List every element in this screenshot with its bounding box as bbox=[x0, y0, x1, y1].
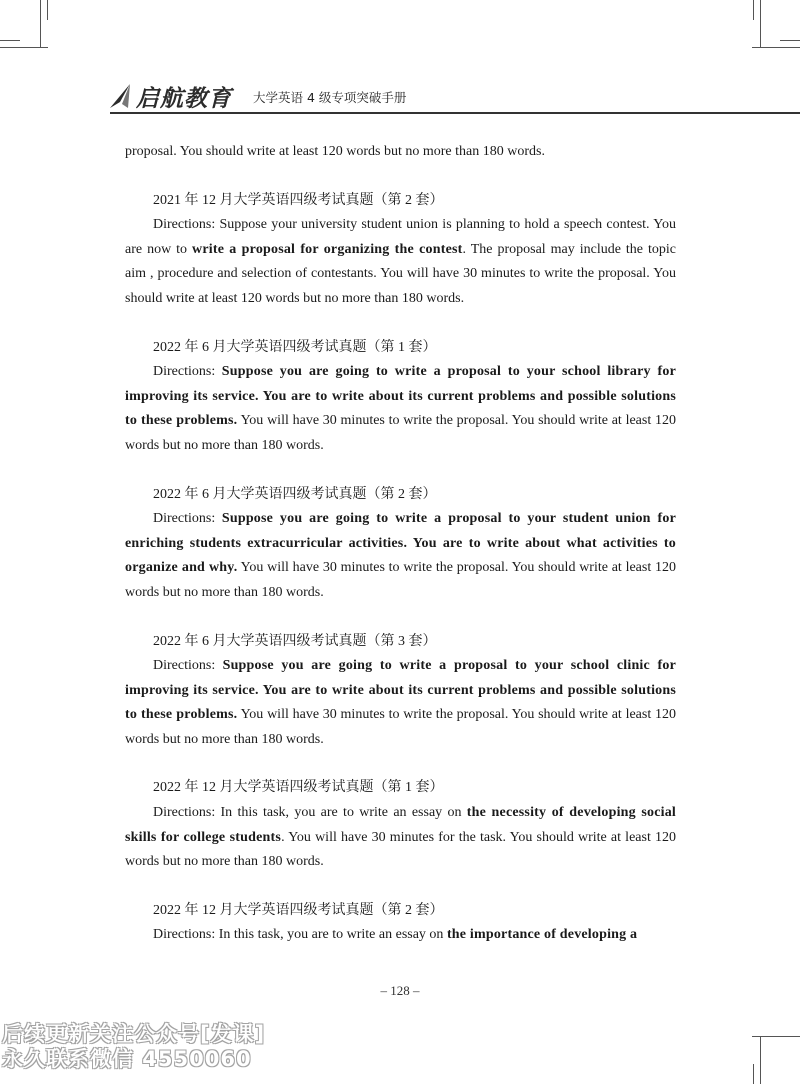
watermark-line-2: 永久联系微信 4550060 bbox=[2, 1047, 252, 1071]
crop-mark-bottom-right-h bbox=[752, 1036, 800, 1037]
exam-block-2022-06-set3 bbox=[125, 630, 676, 753]
directions-emphasis: Suppose you are going to write a proposal to your school library for improving its service. You are to write about its current problems and possible solutions to these problems. bbox=[125, 364, 676, 429]
directions-emphasis: Suppose you are going to write a proposal to your student union for enriching students extracurricular activities. You are to write about what activities to organize and why. bbox=[125, 511, 676, 576]
directions-emphasis: the necessity of developing social skills for college students bbox=[125, 805, 677, 845]
exam-title: 2022 年 6 月大学英语四级考试真题（第 1 套） bbox=[153, 339, 437, 355]
directions-emphasis: the importance of developing a bbox=[446, 927, 638, 943]
exam-block-2022-06-set1 bbox=[125, 336, 676, 459]
book-title: 大学英语 4 级专项突破手册 bbox=[253, 90, 407, 105]
crop-mark-top-right-h bbox=[752, 47, 800, 48]
crop-mark-top-left-h bbox=[0, 47, 48, 48]
page-content bbox=[125, 140, 676, 948]
directions-emphasis: write a proposal for organizing the contest bbox=[192, 241, 463, 257]
running-header bbox=[100, 78, 800, 118]
exam-title: 2022 年 12 月大学英语四级考试真题（第 2 套） bbox=[153, 902, 444, 918]
crop-mark-top-left-h2 bbox=[0, 40, 20, 41]
page-number: – 128 – bbox=[380, 983, 420, 998]
exam-block-2022-06-set2 bbox=[125, 483, 676, 606]
crop-mark-bottom-right-v2 bbox=[753, 1064, 754, 1084]
sail-logo-icon bbox=[106, 82, 132, 110]
exam-directions: Directions: In this task, you are to write an essay on the importance of developing a bbox=[153, 927, 638, 943]
exam-title: 2022 年 6 月大学英语四级考试真题（第 3 套） bbox=[153, 633, 437, 649]
crop-mark-bottom-right-v bbox=[760, 1036, 761, 1084]
exam-title: 2021 年 12 月大学英语四级考试真题（第 2 套） bbox=[153, 192, 444, 208]
crop-mark-top-right-h2 bbox=[780, 40, 800, 41]
crop-mark-top-left-v bbox=[40, 0, 41, 48]
paragraph-continuation: proposal. You should write at least 120 words but no more than 180 words. bbox=[125, 144, 545, 159]
exam-title: 2022 年 6 月大学英语四级考试真题（第 2 套） bbox=[153, 486, 437, 502]
crop-mark-top-left-v2 bbox=[47, 0, 48, 20]
exam-directions: Directions: Suppose you are going to write a proposal to your school clinic for improving its service. You are to write about its current problems and possible solutions to these problems. You will have 30 minutes to write the proposal. You should write at least 120 words but no more than 180 words. bbox=[125, 658, 676, 747]
exam-directions: Directions: Suppose you are going to write a proposal to your school library for improving its service. You are to write about its current problems and possible solutions to these problems. You will have 30 minutes to write the proposal. You should write at least 120 words but no more than 180 words. bbox=[125, 364, 676, 453]
exam-block-2021-12-set2 bbox=[125, 189, 676, 312]
crop-mark-top-right-v2 bbox=[753, 0, 754, 20]
directions-emphasis: Suppose you are going to write a proposal to your school clinic for improving its service. You are to write about its current problems and possible solutions to these problems. bbox=[125, 658, 676, 723]
exam-title: 2022 年 12 月大学英语四级考试真题（第 1 套） bbox=[153, 780, 444, 796]
exam-block-2022-12-set1 bbox=[125, 776, 676, 874]
exam-block-2022-12-set2 bbox=[125, 899, 676, 948]
watermark bbox=[2, 1022, 265, 1072]
exam-directions: Directions: Suppose your university student union is planning to hold a speech contest. You are now to write a proposal for organizing the contest. The proposal may include the topic aim , procedure and selection of contestants. You will have 30 minutes to write the proposal. You should write at least 120 words but no more than 180 words. bbox=[125, 217, 676, 306]
exam-directions: Directions: Suppose you are going to write a proposal to your student union for enriching students extracurricular activities. You are to write about what activities to organize and why. You will have 30 minutes to write the proposal. You should write at least 120 words but no more than 180 words. bbox=[125, 511, 676, 600]
header-divider bbox=[110, 112, 800, 114]
crop-mark-top-right-v bbox=[760, 0, 761, 48]
brand-logo-text: 启航教育 bbox=[136, 86, 232, 112]
watermark-line-1: 后续更新关注公众号[发课] bbox=[2, 1022, 266, 1046]
exam-directions: Directions: In this task, you are to write an essay on the necessity of developing social skills for college students. You will have 30 minutes for the task. You should write at least 120 words but no more than 180 words. bbox=[125, 805, 677, 870]
